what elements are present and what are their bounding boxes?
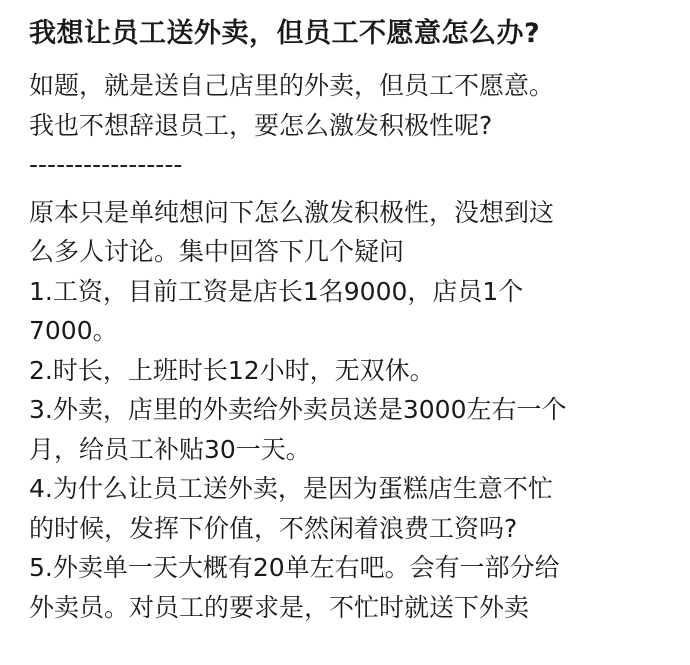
update-line: 3.外卖，店里的外卖给外卖员送是3000左右一个 [29,395,567,424]
update-line: 月，给员工补贴30一天。 [29,434,311,464]
post-title: 我想让员工送外卖，但员工不愿意怎么办? [29,18,541,49]
update-line: 7000。 [29,316,118,345]
body-line: 如题，就是送自己店里的外卖，但员工不愿意。 [29,71,555,100]
body-line: 我也不想辞退员工，要怎么激发积极性呢? [29,110,493,140]
update-line: 2.时长，上班时长12小时，无双休。 [29,355,435,385]
section-divider: ----------------- [29,150,183,179]
update-line: 1.工资，目前工资是店长1名9000，店员1个 [29,276,524,306]
update-line: 么多人讨论。集中回答下几个疑问 [29,237,405,266]
update-line: 原本只是单纯想问下怎么激发积极性，没想到这 [29,197,555,227]
update-line: 外卖员。对员工的要求是，不忙时就送下外卖 [29,592,530,622]
update-line: 5.外卖单一天大概有20单左右吧。会有一部分给 [29,553,560,582]
update-line: 的时候，发挥下价值，不然闲着浪费工资吗? [29,513,518,543]
update-line: 4.为什么让员工送外卖，是因为蛋糕店生意不忙 [29,474,553,503]
